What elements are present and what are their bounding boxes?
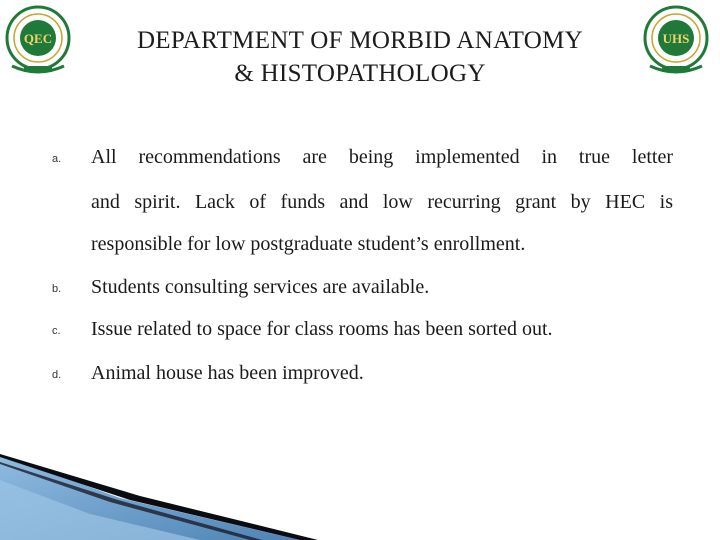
list-marker: a. (52, 153, 62, 165)
uhs-monogram: UHS (662, 31, 690, 46)
list-marker: b. (52, 283, 62, 295)
list-item-text: Issue related to space for class rooms has been sorted out. (91, 318, 553, 340)
list-item-text-line: and spirit. Lack of funds and low recurring grant by HEC is (91, 191, 673, 213)
list-marker: d. (52, 369, 62, 381)
list-marker: c. (52, 325, 61, 337)
list-item-text: Animal house has been improved. (91, 362, 364, 384)
page-title-line-2: & HISTOPATHOLOGY (234, 60, 486, 87)
decorative-swoosh (0, 440, 720, 540)
list-item-text: Students consulting services are available. (91, 276, 430, 298)
qec-monogram: QEC (23, 31, 53, 46)
list-item-text-line: All recommendations are being implemented in true letter (91, 146, 673, 168)
page-title-line-1: DEPARTMENT OF MORBID ANATOMY (136, 27, 584, 54)
list-item-text-line: responsible for low postgraduate student’s enrollment. (91, 233, 526, 255)
